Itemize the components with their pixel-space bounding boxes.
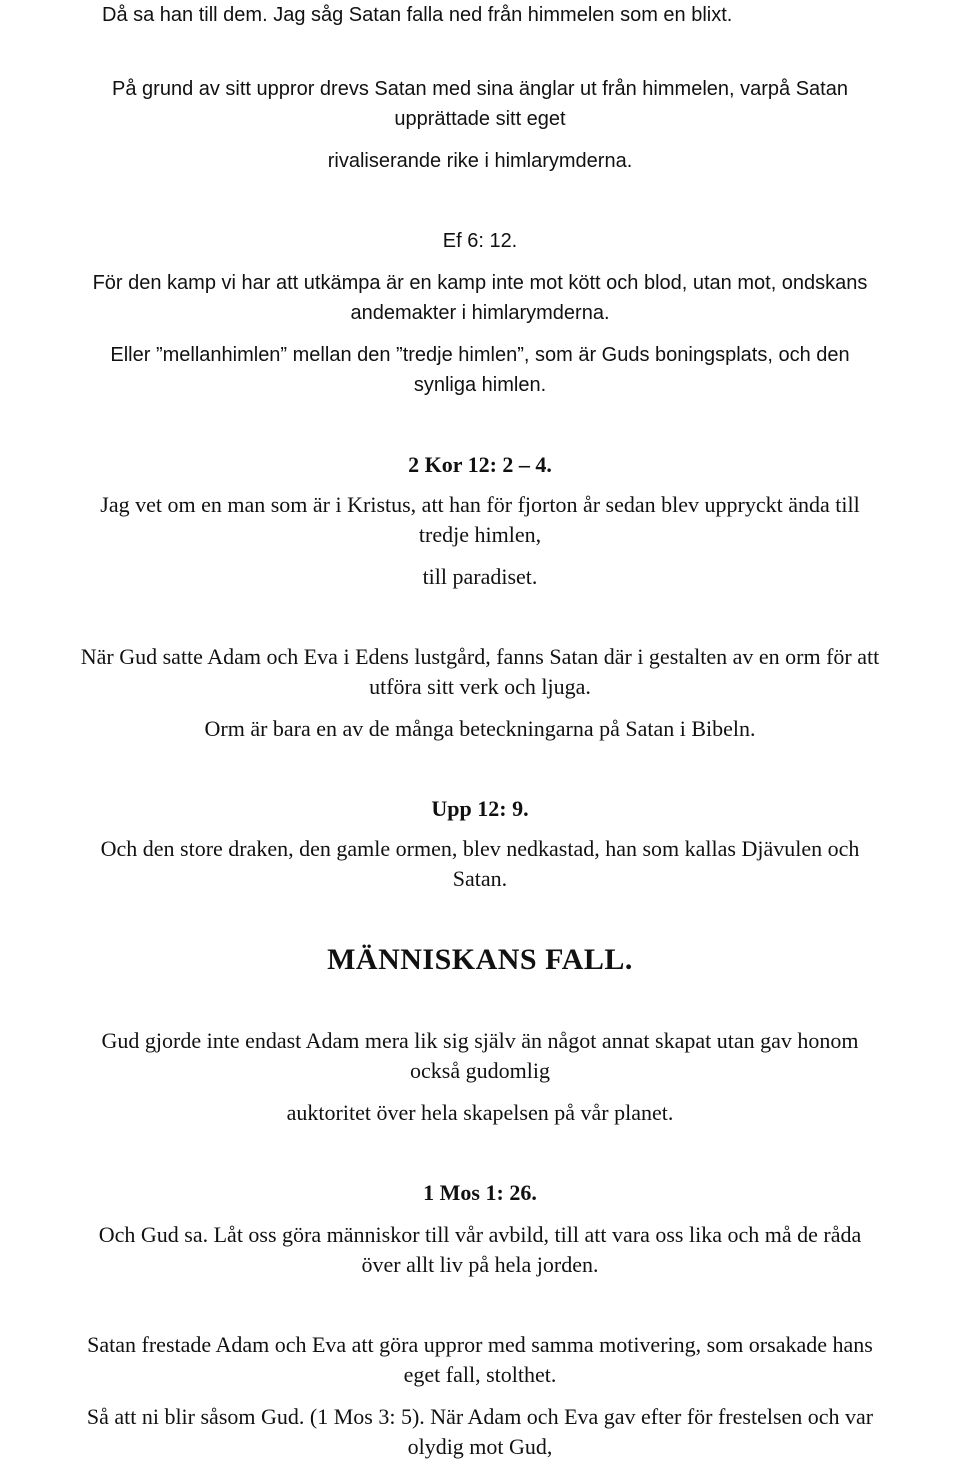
paragraph-line: Satan frestade Adam och Eva att göra uppror med samma motivering, som orsakade hans xyxy=(87,1332,873,1357)
paragraph-line: Orm är bara en av de många beteckningarna på Satan i Bibeln. xyxy=(204,716,756,741)
paragraph-line: synliga himlen. xyxy=(413,374,547,396)
paragraph-line: Jag vet om en man som är i Kristus, att han för fjorton år sedan blev uppryckt ända till xyxy=(100,492,860,517)
paragraph-line: över allt liv på hela jorden. xyxy=(361,1252,599,1277)
paragraph-line: När Gud satte Adam och Eva i Edens lustgård, fanns Satan där i gestalten av en orm för att xyxy=(80,644,880,669)
scripture-reference: 2 Kor 12: 2 – 4. xyxy=(408,452,552,477)
paragraph-line: rivaliserande rike i himlarymderna. xyxy=(327,150,633,172)
paragraph-line: Så att ni blir såsom Gud. (1 Mos 3: 5). När Adam och Eva gav efter för frestelsen och var xyxy=(86,1404,874,1429)
paragraph-line: eget fall, stolthet. xyxy=(403,1362,557,1387)
paragraph-line: till paradiset. xyxy=(422,564,538,589)
paragraph-line: upprättade sitt eget xyxy=(394,108,566,130)
paragraph-line: Satan. xyxy=(452,866,508,891)
paragraph-line: För den kamp vi har att utkämpa är en kamp inte mot kött och blod, utan mot, ondskans xyxy=(92,272,868,294)
paragraph-line: Då sa han till dem. Jag såg Satan falla ned från himmelen som en blixt. xyxy=(102,4,733,26)
paragraph-line: Och Gud sa. Låt oss göra människor till vår avbild, till att vara oss lika och må de råda xyxy=(98,1222,862,1247)
paragraph-line: På grund av sitt uppror drevs Satan med sina änglar ut från himmelen, varpå Satan xyxy=(112,78,848,100)
section-heading: MÄNNISKANS FALL. xyxy=(327,943,633,976)
paragraph-line: olydig mot Gud, xyxy=(407,1434,553,1459)
paragraph-line: Och den store draken, den gamle ormen, blev nedkastad, han som kallas Djävulen och xyxy=(100,836,860,861)
paragraph-line: andemakter i himlarymderna. xyxy=(350,302,610,324)
paragraph-line: Eller ”mellanhimlen” mellan den ”tredje himlen”, som är Guds boningsplats, och den xyxy=(110,344,850,366)
scripture-reference: Upp 12: 9. xyxy=(431,796,529,821)
paragraph-line: också gudomlig xyxy=(410,1058,550,1083)
paragraph-line: Gud gjorde inte endast Adam mera lik sig själv än något annat skapat utan gav honom xyxy=(101,1028,859,1053)
scripture-reference: 1 Mos 1: 26. xyxy=(423,1180,537,1205)
paragraph-line: auktoritet över hela skapelsen på vår planet. xyxy=(286,1100,674,1125)
paragraph-line: tredje himlen, xyxy=(418,522,542,547)
scripture-reference: Ef 6: 12. xyxy=(442,230,518,252)
paragraph-line: utföra sitt verk och ljuga. xyxy=(369,674,591,699)
